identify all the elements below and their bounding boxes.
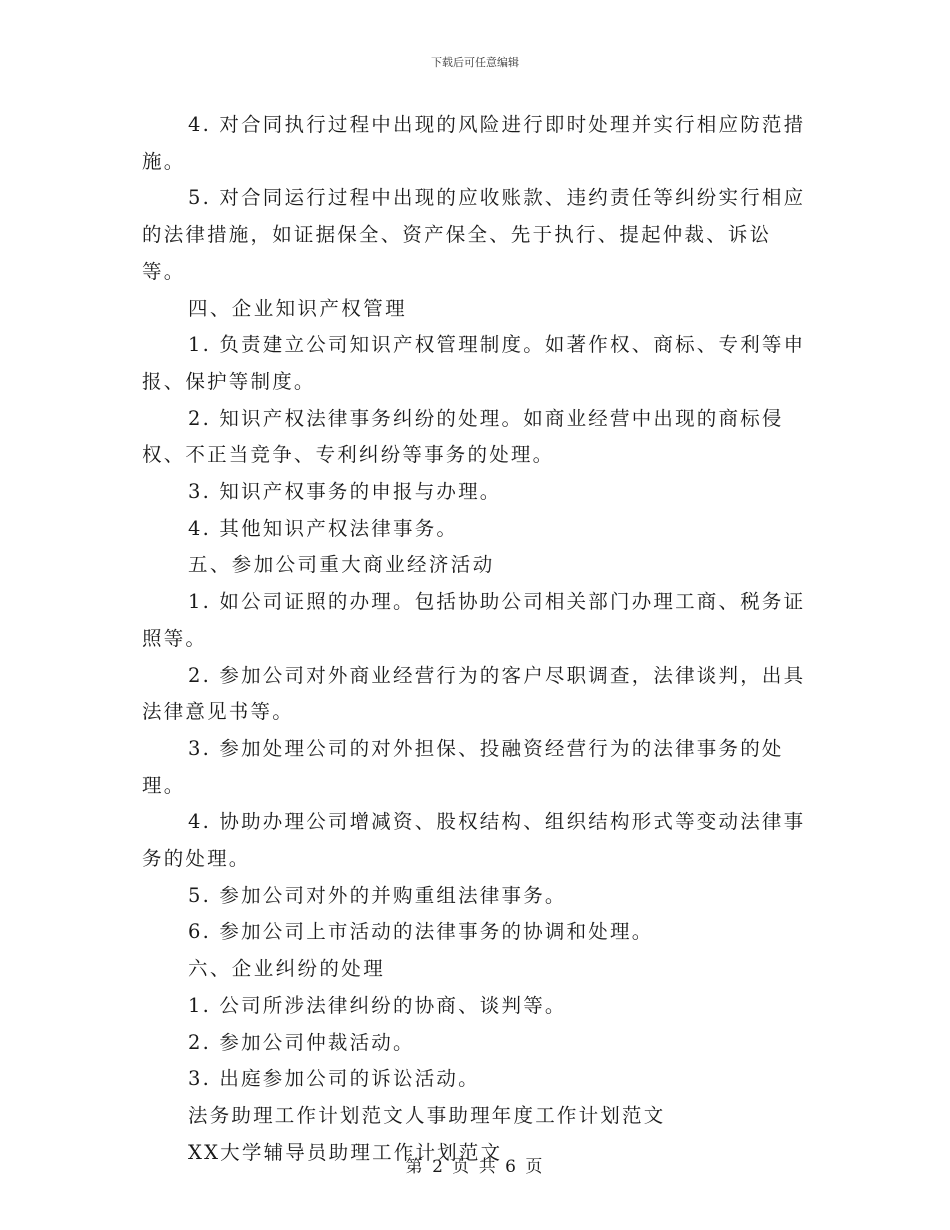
- paragraph-listing: 6. 参加公司上市活动的法律事务的协调和处理。: [188, 920, 654, 944]
- related-title-counselor-assistant: XX大学辅导员助理工作计划范文: [188, 1140, 503, 1164]
- section-heading-ip-management: 四、企业知识产权管理: [188, 296, 408, 320]
- page-number-footer: [0, 1152, 950, 1177]
- section-heading-business-activities: 五、参加公司重大商业经济活动: [188, 553, 495, 577]
- paragraph-contract-risk: 4. 对合同执行过程中出现的风险进行即时处理并实行相应防范措施。: [142, 113, 806, 173]
- section-heading-disputes: 六、企业纠纷的处理: [188, 957, 386, 981]
- page-number-label: 第 2 页 共 6 页: [405, 1157, 545, 1177]
- paragraph-equity-changes: 4. 协助办理公司增减资、股权结构、组织结构形式等变动法律事务的处理。: [142, 810, 806, 871]
- paragraph-ip-other: 4. 其他知识产权法律事务。: [188, 516, 459, 540]
- paragraph-contract-receivables: 5. 对合同运行过程中出现的应收账款、违约责任等纠纷实行相应的法律措施，如证据保全、资产保全、先于执行、提起仲裁、诉讼等。: [142, 186, 806, 283]
- paragraph-ip-system: 1. 负责建立公司知识产权管理制度。如著作权、商标、专利等申报、保护等制度。: [142, 333, 806, 393]
- related-title-legal-assistant: 法务助理工作计划范文人事助理年度工作计划范文: [188, 1103, 666, 1127]
- paragraph-arbitration: 2. 参加公司仲裁活动。: [188, 1030, 415, 1054]
- document-body: [142, 107, 814, 1171]
- paragraph-negotiation: 1. 公司所涉法律纠纷的协商、谈判等。: [188, 993, 567, 1017]
- paragraph-licenses: 1. 如公司证照的办理。包括协助公司相关部门办理工商、税务证照等。: [142, 590, 806, 650]
- paragraph-due-diligence: 2. 参加公司对外商业经营行为的客户尽职调查，法律谈判，出具法律意见书等。: [142, 663, 806, 724]
- page-header-note: 下载后可任意编辑: [431, 56, 519, 69]
- paragraph-guarantees: 3. 参加处理公司的对外担保、投融资经营行为的法律事务的处理。: [142, 736, 784, 797]
- paragraph-litigation: 3. 出庭参加公司的诉讼活动。: [188, 1067, 480, 1091]
- paragraph-ip-application: 3. 知识产权事务的申报与办理。: [188, 480, 502, 504]
- paragraph-ip-disputes: 2. 知识产权法律事务纠纷的处理。如商业经营中出现的商标侵权、不正当竞争、专利纠纷等事务的处理。: [142, 406, 784, 467]
- paragraph-mergers: 5. 参加公司对外的并购重组法律事务。: [188, 883, 567, 907]
